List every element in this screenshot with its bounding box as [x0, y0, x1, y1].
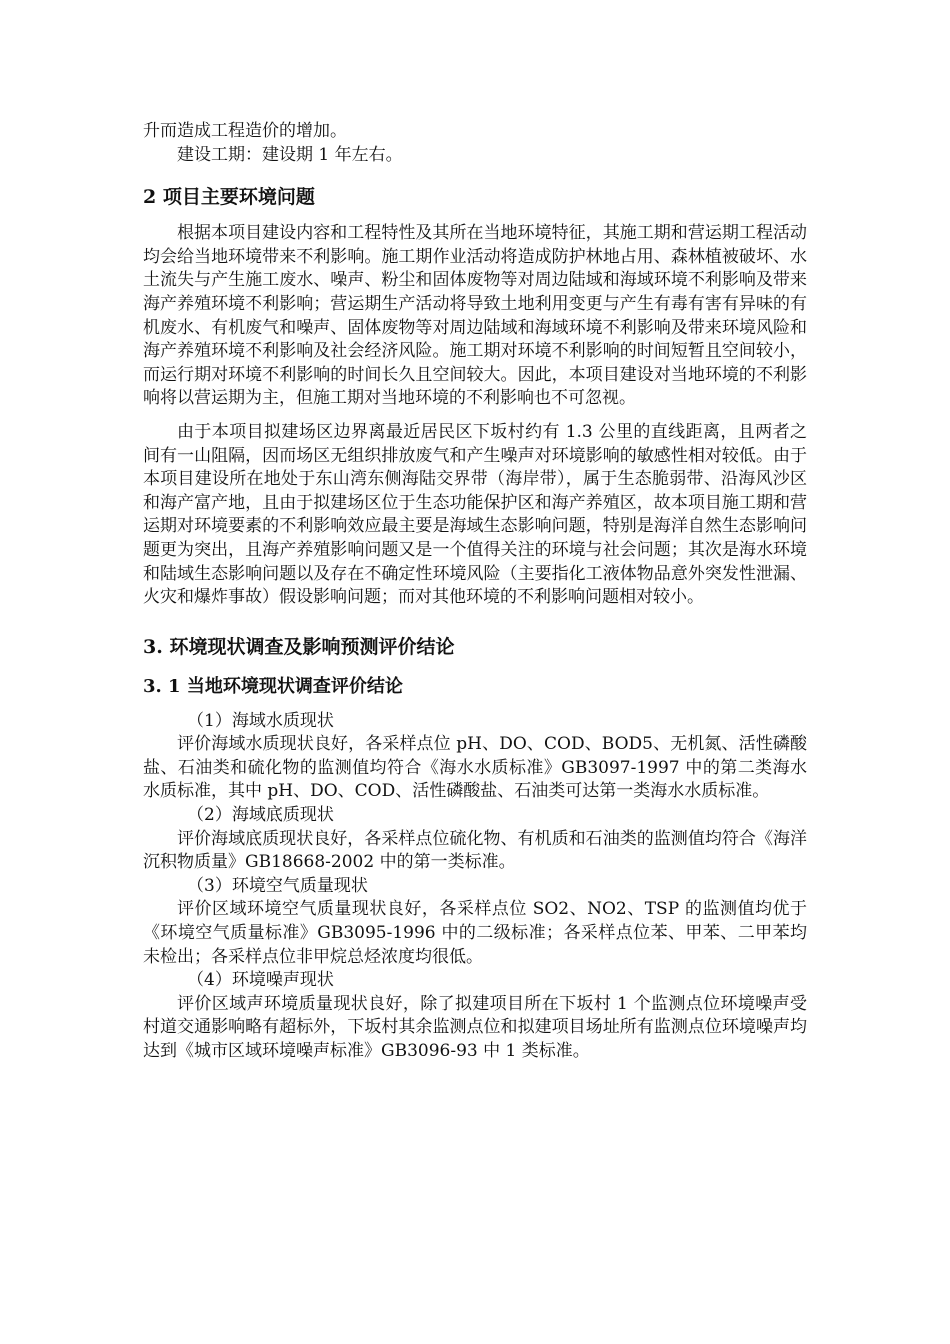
item-3-title: （3）环境空气质量现状 [187, 875, 368, 896]
item-2-text: 评价海域底质现状良好，各采样点位硫化物、有机质和石油类的监测值均符合《海洋沉积物质量》GB18668-2002 中的第一类标准。 [143, 828, 807, 873]
section-2-paragraph-1: 根据本项目建设内容和工程特性及其所在当地环境特征，其施工期和营运期工程活动均会给当地环境带来不利影响。施工期作业活动将造成防护林地占用、森林植被破坏、水土流失与产生施工废水、噪声、粉尘和固体废物等对周边陆域和海域环境不利影响及带来海产养殖环境不利影响；营运期生产活动将导致土地利用变更与产生有毒有害有异味的有机废水、有机废气和噪声、固体废物等对周边陆域和海域环境不利影响及带来环境风险和海产养殖环境不利影响及社会经济风险。施工期对环境不利影响的时间短暂且空间较小，而运行期对环境不利影响的时间长久且空间较大。因此，本项目建设对当地环境的不利影响将以营运期为主，但施工期对当地环境的不利影响也不可忽视。 [143, 223, 807, 409]
section-2-paragraph-2: 由于本项目拟建场区边界离最近居民区下坂村约有 1.3 公里的直线距离，且两者之间有一山阻隔，因而场区无组织排放废气和产生噪声对环境影响的敏感性相对较低。由于本项目建设所在地处于东山湾东侧海陆交界带（海岸带），属于生态脆弱带、沿海风沙区和海产富产地，且由于拟建场区位于生态功能保护区和海产养殖区，故本项目施工期和营运期对环境要素的不利影响效应最主要是海域生态影响问题，特别是海洋自然生态影响问题更为突出，且海产养殖影响问题又是一个值得关注的环境与社会问题；其次是海水环境和陆域生态影响问题以及存在不确定性环境风险（主要指化工液体物品意外突发性泄漏、火灾和爆炸事故）假设影响问题；而对其他环境的不利影响问题相对较小。 [143, 421, 807, 608]
item-1-text: 评价海域水质现状良好，各采样点位 pH、DO、COD、BOD5、无机氮、活性磷酸盐、石油类和硫化物的监测值均符合《海水水质标准》GB3097-1997 中的第二类海水水质标准，其中 pH、DO、COD、活性磷酸盐、石油类可达第一类海水水质标准。 [143, 734, 807, 802]
section-3-1-heading: 3. 1 当地环境现状调查评价结论 [143, 675, 403, 697]
item-4-title: （4）环境噪声现状 [187, 970, 334, 991]
item-3-text: 评价区域环境空气质量现状良好，各采样点位 SO2、NO2、TSP 的监测值均优于《环境空气质量标准》GB3095-1996 中的二级标准；各采样点位苯、甲苯、二甲苯均未检出；各采样点位非甲烷总烃浓度均很低。 [143, 899, 807, 967]
document-page [143, 120, 807, 1064]
paragraph-schedule: 建设工期：建设期 1 年左右。 [177, 144, 403, 165]
item-2-title: （2）海域底质现状 [187, 805, 334, 826]
item-4-text: 评价区域声环境质量现状良好，除了拟建项目所在下坂村 1 个监测点位环境噪声受村道交通影响略有超标外，下坂村其余监测点位和拟建项目场址所有监测点位环境噪声均达到《城市区域环境噪声标准》GB3096-93 中 1 类标准。 [143, 993, 807, 1061]
paragraph-tail: 升而造成工程造价的增加。 [143, 121, 347, 141]
section-3-heading: 3. 环境现状调查及影响预测评价结论 [143, 635, 455, 658]
section-2-heading: 2 项目主要环境问题 [143, 186, 315, 209]
item-1-title: （1）海域水质现状 [187, 710, 334, 731]
